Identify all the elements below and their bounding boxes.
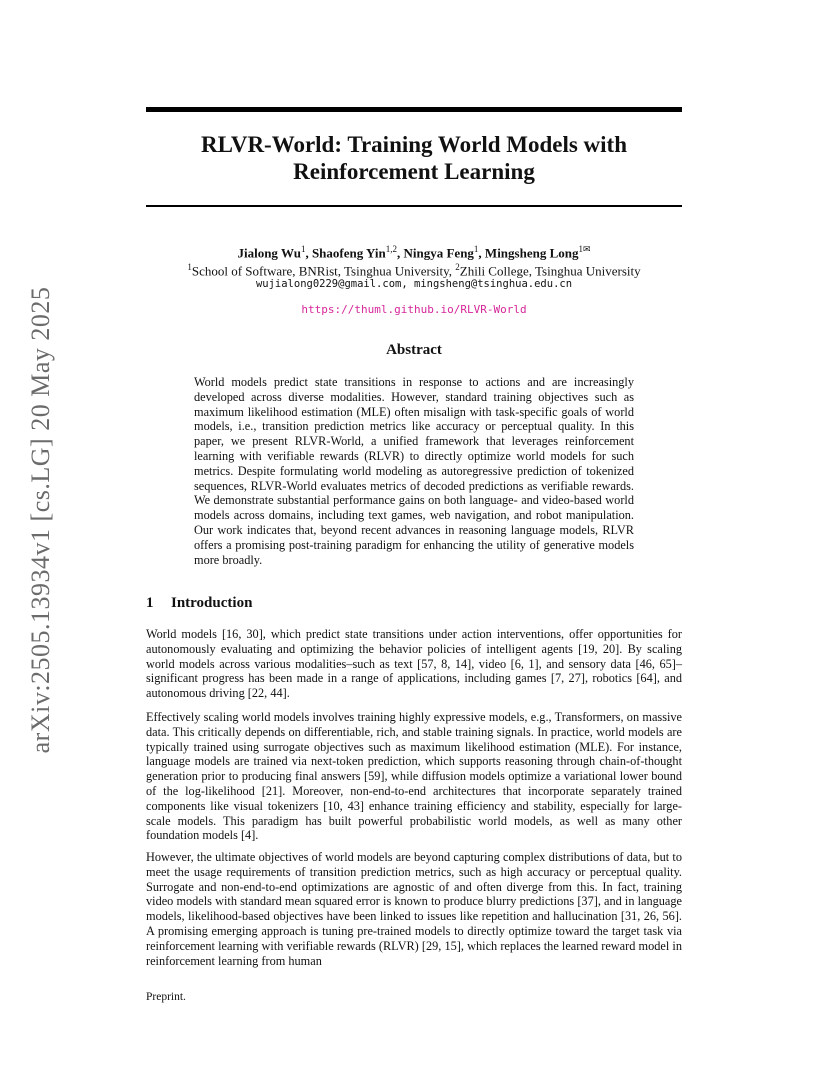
- project-url-link[interactable]: https://thuml.github.io/RLVR-World: [301, 303, 527, 316]
- affiliation-mark: 2: [455, 262, 460, 272]
- author-name: , Ningya Feng: [397, 245, 474, 261]
- affiliation-1: School of Software, BNRist, Tsinghua University,: [191, 263, 456, 279]
- intro-paragraph-3: However, the ultimate objectives of world models are beyond capturing complex distributions of data, but to meet the usage requirements of transition prediction metrics, such as high accuracy or perceptual quality. Surrogate and non-end-to-end optimizations are agnostic of and often diverge from this. In fact, training video models with standard mean squared error is known to produce blurry predictions [37], and in language models, likelihood-based objectives have been linked to issues like repetition and hallucination [31, 26, 56]. A promising emerging approach is tuning pre-trained models to directly optimize toward the target task via reinforcement learning with verifiable rewards (RLVR) [29, 15], which replaces the learned reward model in reinforcement learning from human: [146, 850, 682, 968]
- intro-paragraph-2: Effectively scaling world models involves training highly expressive models, e.g., Transformers, on massive data. This critically depends on differentiable, rich, and stable training signals. In practice, world models are typically trained using surrogate objectives such as maximum likelihood estimation (MLE). For instance, language models are trained via next-token prediction, which supports reasoning through chain-of-thought generation prior to producing final answers [59], while diffusion models optimize a variational lower bound of the log-likelihood [21]. Moreover, non-end-to-end architectures that incorporate separately trained components like visual tokenizers [10, 43] enhance training efficiency and stability, especially for large-scale models. This paradigm has built powerful probabilistic world models, as well as many other foundation models [4].: [146, 710, 682, 843]
- abstract-heading: Abstract: [386, 342, 442, 358]
- title-line-2: Reinforcement Learning: [293, 159, 535, 184]
- abstract-text: World models predict state transitions in response to actions and are increasingly developed across diverse modalities. However, standard training objectives such as maximum likelihood estimation (MLE) often misalign with task-specific goals of world models, i.e., transition prediction metrics like accuracy or perceptual quality. In this paper, we present RLVR-World, a unified framework that leverages reinforcement learning with verifiable rewards (RLVR) to directly optimize world models for such metrics. Despite formulating world modeling as autoregressive prediction of tokenized sequences, RLVR-World evaluates metrics of decoded predictions as verifiable rewards. We demonstrate substantial performance gains on both language- and video-based world models across domains, including text games, web navigation, and robot manipulation. Our work indicates that, beyond recent advances in reasoning language models, RLVR offers a promising post-training paradigm for enhancing the utility of generative models more broadly.: [194, 375, 634, 567]
- title-line-1: RLVR-World: Training World Models with: [201, 132, 627, 157]
- author-name: Jialong Wu: [237, 245, 301, 261]
- arxiv-identifier[interactable]: arXiv:2505.13934v1 [cs.LG] 20 May 2025: [26, 286, 55, 754]
- author-name: , Mingsheng Long: [478, 245, 579, 261]
- section-number: 1: [146, 595, 154, 611]
- affiliation-2: Zhili College, Tsinghua University: [459, 263, 641, 279]
- section-heading-introduction: [146, 594, 682, 612]
- section-title: Introduction: [171, 595, 253, 611]
- author-affiliation-mark: 1✉: [578, 244, 591, 254]
- footer-note: Preprint.: [146, 991, 186, 1003]
- title-rule-bottom: [146, 205, 682, 207]
- author-name: , Shaofeng Yin: [305, 245, 386, 261]
- paper-title: [146, 131, 682, 185]
- author-emails[interactable]: wujialong0229@gmail.com, mingsheng@tsinghua.edu.cn: [255, 278, 573, 290]
- author-affiliation-mark: 1,2: [385, 244, 397, 254]
- author-affiliation-mark: 1: [300, 244, 306, 254]
- affiliation-mark: 1: [187, 262, 192, 272]
- title-rule-top: [146, 107, 682, 112]
- intro-paragraph-1: World models [16, 30], which predict state transitions under action interventions, offer opportunities for autonomously evaluating and optimizing the behavior policies of intelligent agents [19, 20]. By scaling world models across various modalities–such as text [57, 8, 14], video [6, 1], and sensory data [46, 65]–significant progress has been made in a range of applications, including games [7, 27], robotics [64], and autonomous driving [22, 44].: [146, 627, 682, 701]
- author-affiliation-mark: 1: [473, 244, 479, 254]
